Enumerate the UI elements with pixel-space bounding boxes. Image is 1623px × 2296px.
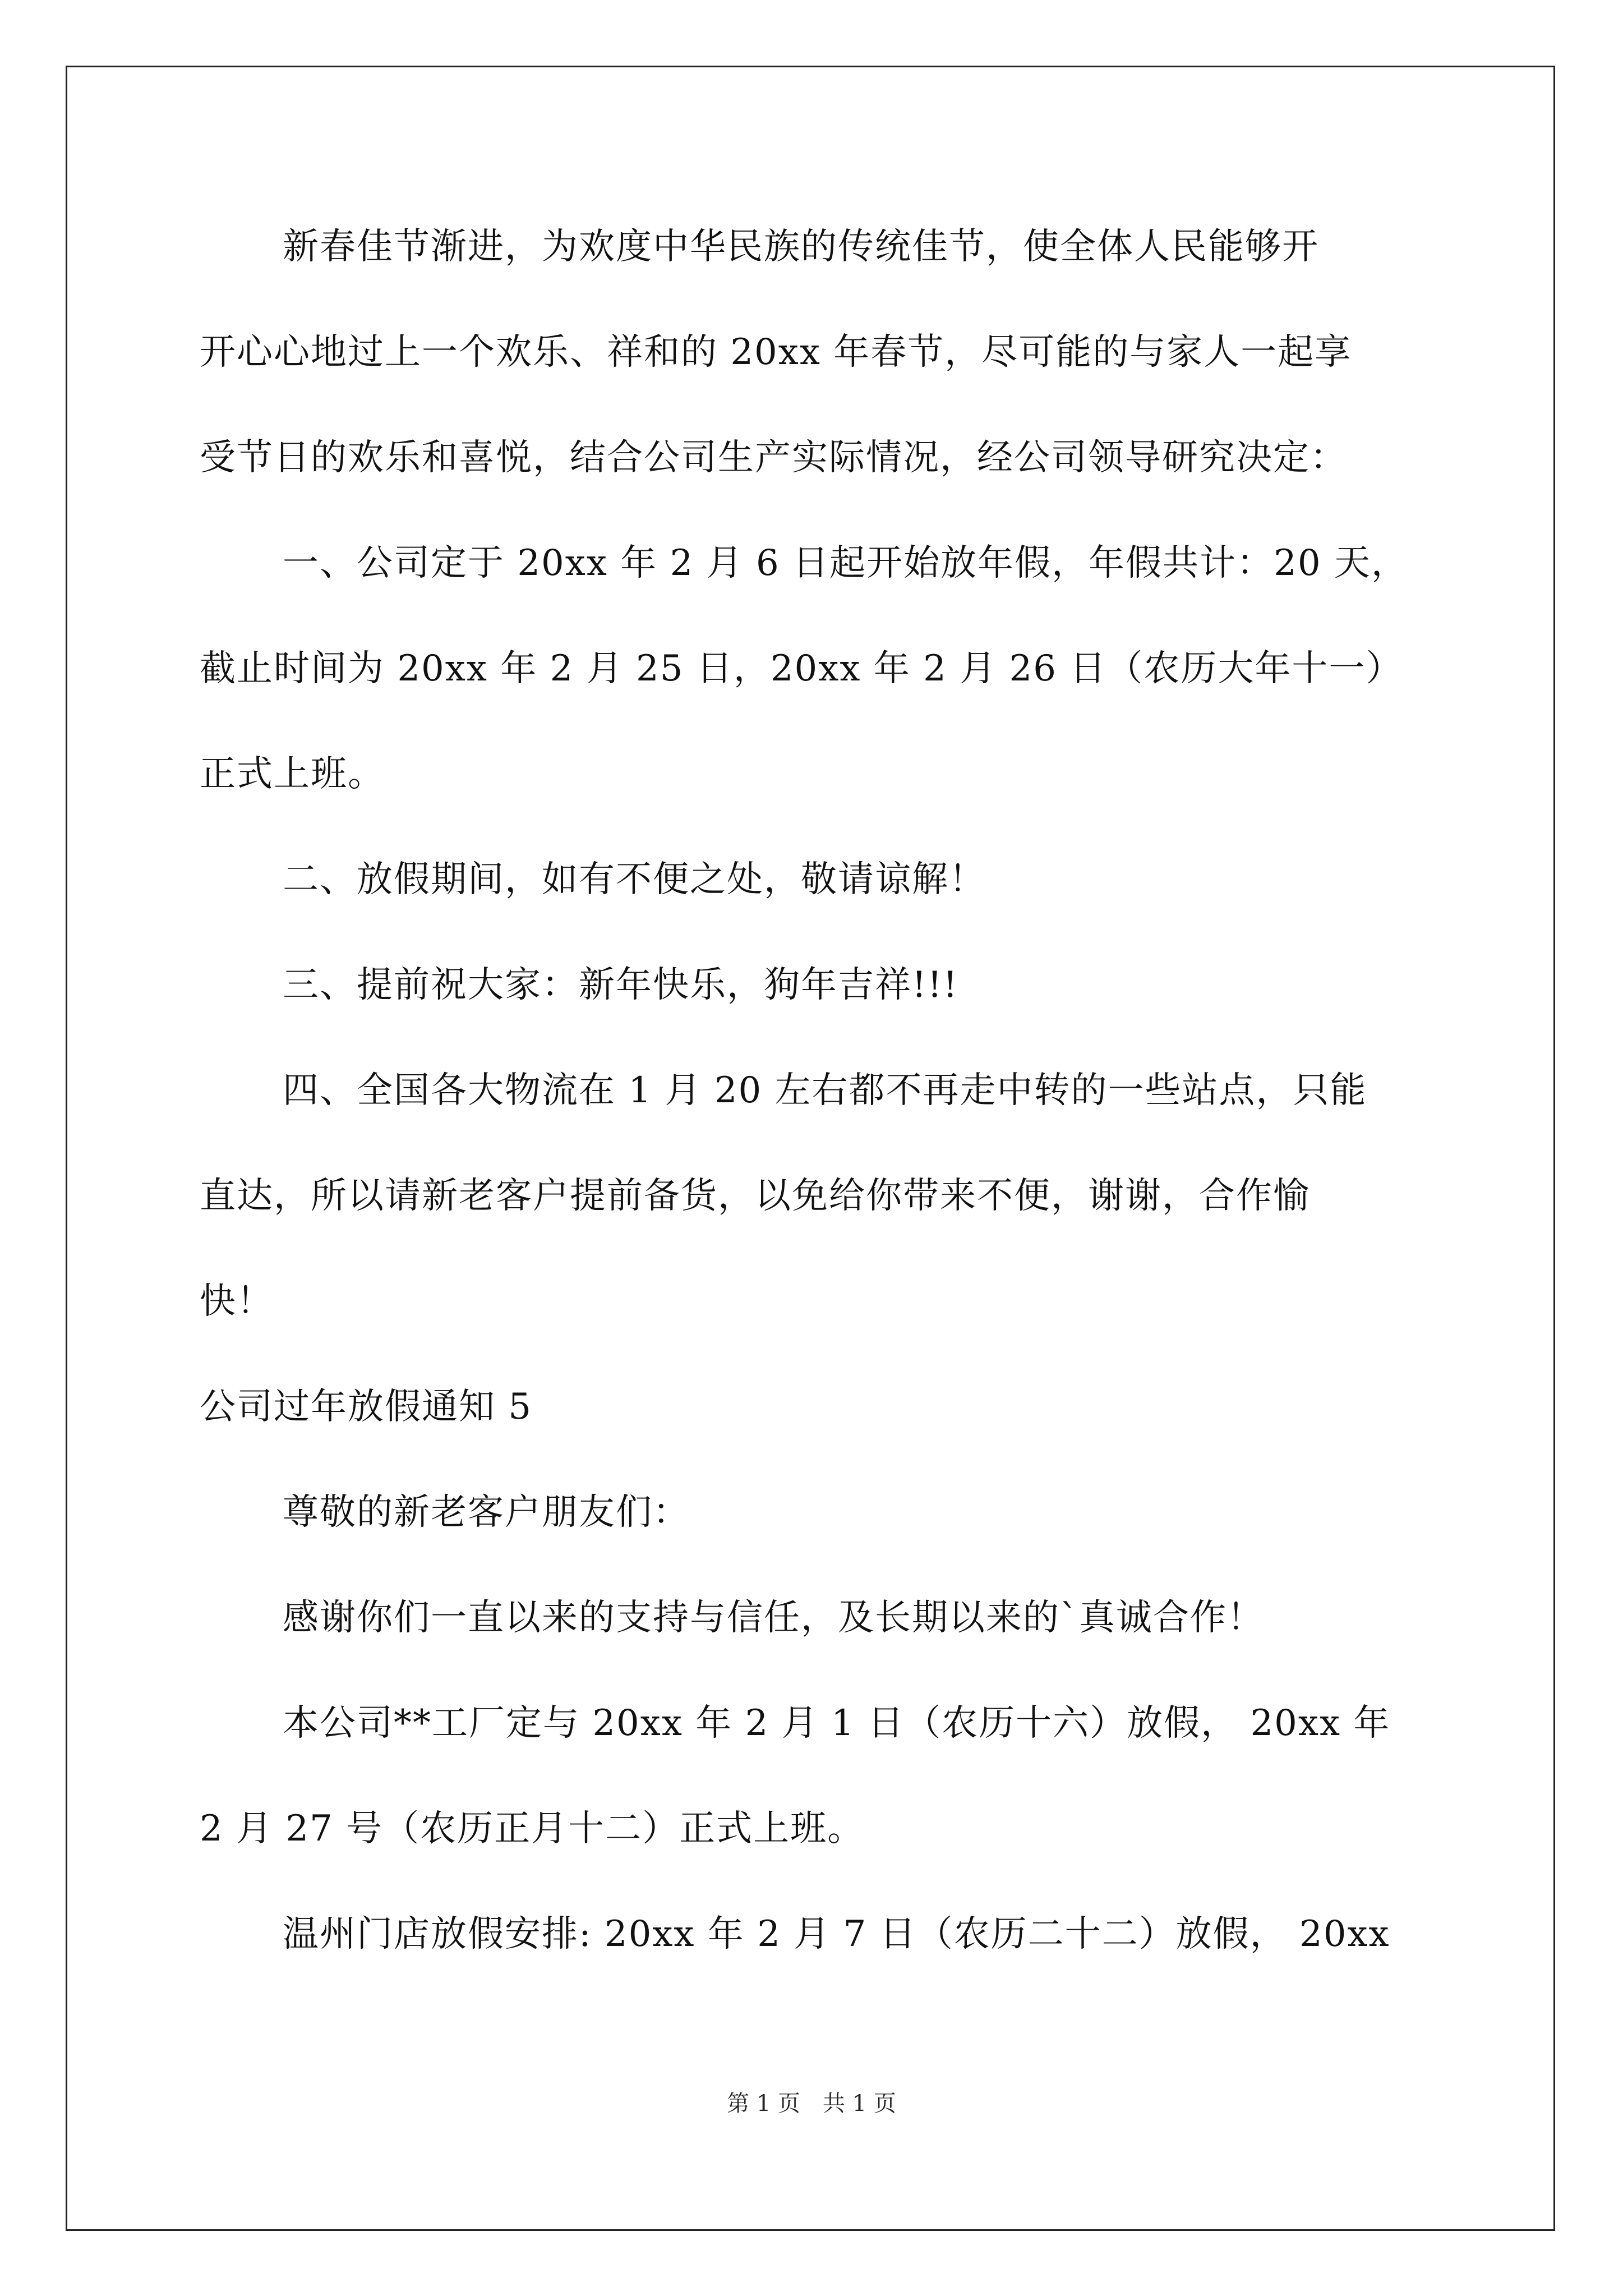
paragraph-line: 开心心地过上一个欢乐、祥和的 20xx 年春节，尽可能的与家人一起享 xyxy=(200,332,1352,373)
paragraph-line: 四、全国各大物流在 1 月 20 左右都不再走中转的一些站点，只能 xyxy=(283,1070,1367,1111)
paragraph-line: 2 月 27 号（农历正月十二）正式上班。 xyxy=(200,1808,865,1849)
section-heading: 公司过年放假通知 5 xyxy=(200,1386,533,1428)
salutation: 尊敬的新老客户朋友们： xyxy=(283,1492,690,1533)
paragraph-line: 截止时间为 20xx 年 2 月 25 日，20xx 年 2 月 26 日（农历大年十一） xyxy=(200,648,1403,689)
paragraph-line: 温州门店放假安排: 20xx 年 2 月 7 日（农历二十二）放假， 20xx xyxy=(283,1913,1390,1955)
paragraph-line: 受节日的欢乐和喜悦，结合公司生产实际情况，经公司领导研究决定： xyxy=(200,437,1347,478)
paragraph-line: 三、提前祝大家：新年快乐，狗年吉祥!!! xyxy=(283,964,959,1006)
paragraph-line: 新春佳节渐进，为欢度中华民族的传统佳节，使全体人民能够开 xyxy=(283,226,1319,268)
paragraph-line: 一、公司定于 20xx 年 2 月 6 日起开始放年假，年假共计：20 天， xyxy=(283,542,1408,584)
paragraph-line: 快！ xyxy=(200,1281,274,1322)
paragraph-line: 正式上班。 xyxy=(200,753,385,795)
paragraph-line: 感谢你们一直以来的支持与信任，及长期以来的`真诚合作！ xyxy=(283,1597,1264,1639)
paragraph-line: 二、放假期间，如有不便之处，敬请谅解！ xyxy=(283,859,986,900)
page-number-footer: 第 1 页 共 1 页 xyxy=(727,2091,896,2116)
paragraph-line: 本公司**工厂定与 20xx 年 2 月 1 日（农历十六）放假， 20xx 年 xyxy=(283,1703,1391,1744)
paragraph-line: 直达，所以请新老客户提前备货，以免给你带来不便，谢谢，合作愉 xyxy=(200,1175,1310,1217)
